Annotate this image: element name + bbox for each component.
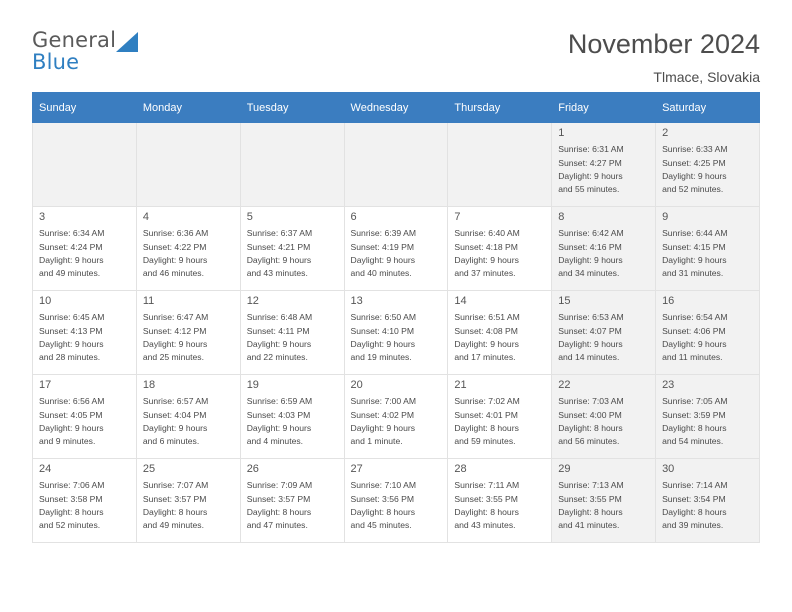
day-detail-line: Sunrise: 6:37 AM xyxy=(246,228,313,239)
day-detail-line: Sunset: 4:02 PM xyxy=(350,409,415,420)
day-number: 14 xyxy=(454,295,467,307)
calendar-day-cell[interactable] xyxy=(448,459,552,543)
day-detail-line: Daylight: 9 hours xyxy=(662,170,727,181)
logo-text-blue: Blue xyxy=(32,50,80,74)
day-detail-line: and 31 minutes. xyxy=(662,268,724,279)
day-detail-line: Sunrise: 7:09 AM xyxy=(246,480,313,491)
day-details xyxy=(662,227,753,280)
day-number: 21 xyxy=(454,379,467,391)
day-detail-line: Daylight: 9 hours xyxy=(246,338,312,349)
day-details xyxy=(454,227,545,280)
day-detail-line: Daylight: 8 hours xyxy=(662,422,727,433)
day-number: 7 xyxy=(454,211,461,223)
day-number: 24 xyxy=(39,463,52,475)
day-detail-line: and 17 minutes. xyxy=(454,352,516,363)
day-number: 8 xyxy=(558,211,565,223)
calendar-day-cell[interactable] xyxy=(240,291,344,375)
day-detail-line: Sunset: 3:56 PM xyxy=(350,493,415,504)
day-detail-line: Sunrise: 7:03 AM xyxy=(558,396,624,407)
day-detail-line: and 45 minutes. xyxy=(350,520,412,531)
day-detail-line: Sunset: 4:22 PM xyxy=(142,241,207,252)
calendar-cell-empty xyxy=(240,123,344,207)
day-detail-line: Sunset: 4:00 PM xyxy=(558,409,622,420)
day-number: 23 xyxy=(662,379,675,391)
day-detail-line: Sunrise: 7:13 AM xyxy=(558,480,624,491)
page-title: November 2024 xyxy=(567,29,760,59)
day-detail-line: Daylight: 9 hours xyxy=(142,338,208,349)
day-detail-line: Daylight: 9 hours xyxy=(39,338,104,349)
day-detail-line: and 41 minutes. xyxy=(558,520,620,531)
day-detail-line: Daylight: 8 hours xyxy=(454,506,519,517)
calendar-cell-empty xyxy=(344,123,448,207)
calendar-day-cell[interactable] xyxy=(240,375,344,459)
day-number: 26 xyxy=(246,463,259,475)
day-detail-line: Sunset: 3:55 PM xyxy=(454,493,518,504)
day-detail-line: Sunrise: 6:51 AM xyxy=(454,312,520,323)
day-number: 3 xyxy=(39,211,46,223)
day-detail-line: and 28 minutes. xyxy=(39,352,101,363)
day-number: 5 xyxy=(246,211,253,223)
day-detail-line: and 25 minutes. xyxy=(142,352,204,363)
day-number: 9 xyxy=(662,211,669,223)
day-details xyxy=(454,395,545,448)
day-detail-line: Sunset: 4:11 PM xyxy=(246,325,310,336)
day-details xyxy=(351,395,442,448)
day-detail-line: Sunset: 4:21 PM xyxy=(246,241,311,252)
day-detail-line: and 1 minute. xyxy=(350,436,403,447)
day-detail-line: and 22 minutes. xyxy=(246,352,308,363)
calendar-day-cell[interactable] xyxy=(33,291,137,375)
day-details xyxy=(351,311,442,364)
calendar-day-cell[interactable] xyxy=(33,375,137,459)
day-detail-line: and 19 minutes. xyxy=(350,352,412,363)
day-detail-line: Sunset: 4:01 PM xyxy=(454,409,518,420)
day-detail-line: and 52 minutes. xyxy=(662,184,724,195)
column-header-thursday: Thursday xyxy=(448,93,552,123)
day-number: 22 xyxy=(558,379,571,391)
day-detail-line: Sunset: 4:12 PM xyxy=(142,325,207,336)
day-detail-line: and 54 minutes. xyxy=(662,436,724,447)
day-detail-line: Sunset: 4:04 PM xyxy=(142,409,207,420)
calendar-day-cell[interactable] xyxy=(552,123,656,207)
day-detail-line: and 52 minutes. xyxy=(39,520,101,531)
column-header-tuesday: Tuesday xyxy=(240,93,344,123)
day-detail-line: Sunset: 4:06 PM xyxy=(662,325,726,336)
flag-icon xyxy=(116,32,138,52)
day-detail-line: Daylight: 9 hours xyxy=(246,254,312,265)
day-detail-line: Sunset: 4:27 PM xyxy=(558,157,622,168)
calendar-day-cell[interactable] xyxy=(33,459,137,543)
day-details xyxy=(143,395,234,448)
day-number: 2 xyxy=(662,127,669,139)
calendar-week-row xyxy=(33,459,760,543)
logo[interactable] xyxy=(32,30,152,73)
calendar-week-row xyxy=(33,375,760,459)
calendar-day-cell[interactable] xyxy=(136,459,240,543)
calendar-day-cell[interactable] xyxy=(344,291,448,375)
day-detail-line: Sunrise: 6:44 AM xyxy=(662,228,728,239)
day-detail-line: and 14 minutes. xyxy=(558,352,620,363)
day-detail-line: Sunset: 3:58 PM xyxy=(39,493,103,504)
day-detail-line: Sunset: 4:24 PM xyxy=(39,241,103,252)
day-detail-line: Sunrise: 7:14 AM xyxy=(662,480,728,491)
calendar-day-cell[interactable] xyxy=(136,291,240,375)
calendar-day-cell[interactable] xyxy=(344,459,448,543)
day-detail-line: Sunrise: 7:06 AM xyxy=(39,480,105,491)
day-detail-line: Daylight: 8 hours xyxy=(350,506,416,517)
column-header-wednesday: Wednesday xyxy=(344,93,448,123)
day-detail-line: and 9 minutes. xyxy=(39,436,96,447)
day-details xyxy=(247,479,338,532)
day-detail-line: Sunrise: 7:05 AM xyxy=(662,396,728,407)
day-detail-line: Daylight: 8 hours xyxy=(142,506,208,517)
day-detail-line: Sunrise: 6:33 AM xyxy=(662,144,728,155)
day-detail-line: Sunrise: 7:00 AM xyxy=(350,396,416,407)
day-detail-line: and 59 minutes. xyxy=(454,436,516,447)
calendar-header-row xyxy=(33,93,760,123)
day-number: 10 xyxy=(39,295,52,307)
calendar-table xyxy=(32,92,760,543)
day-number: 17 xyxy=(39,379,52,391)
day-number: 16 xyxy=(662,295,675,307)
day-details xyxy=(558,143,649,196)
day-detail-line: and 56 minutes. xyxy=(558,436,620,447)
day-number: 25 xyxy=(142,463,156,475)
day-detail-line: Sunset: 4:05 PM xyxy=(39,409,103,420)
calendar-week-row xyxy=(33,123,760,207)
day-detail-line: Sunset: 4:10 PM xyxy=(350,325,415,336)
day-detail-line: Sunrise: 6:56 AM xyxy=(39,396,105,407)
day-detail-line: and 49 minutes. xyxy=(142,520,204,531)
day-detail-line: Sunset: 3:57 PM xyxy=(246,493,311,504)
day-detail-line: Daylight: 9 hours xyxy=(662,338,727,349)
day-details xyxy=(558,227,649,280)
day-detail-line: Sunset: 3:55 PM xyxy=(558,493,622,504)
day-detail-line: Sunrise: 6:36 AM xyxy=(142,228,209,239)
day-details xyxy=(558,395,649,448)
day-detail-line: Daylight: 9 hours xyxy=(558,254,623,265)
day-number: 20 xyxy=(350,379,363,391)
calendar-week-row xyxy=(33,207,760,291)
day-detail-line: Sunset: 4:18 PM xyxy=(454,241,518,252)
day-detail-line: Sunrise: 6:48 AM xyxy=(246,312,313,323)
day-detail-line: Sunrise: 6:53 AM xyxy=(558,312,624,323)
day-detail-line: Sunset: 4:13 PM xyxy=(39,325,103,336)
day-detail-line: Sunrise: 6:57 AM xyxy=(142,396,209,407)
day-number: 11 xyxy=(142,295,155,307)
day-details xyxy=(39,395,130,448)
day-detail-line: and 55 minutes. xyxy=(558,184,620,195)
day-details xyxy=(247,395,338,448)
day-detail-line: and 49 minutes. xyxy=(39,268,101,279)
day-details xyxy=(662,143,753,196)
day-detail-line: Sunrise: 7:02 AM xyxy=(454,396,520,407)
day-detail-line: Daylight: 9 hours xyxy=(350,338,416,349)
calendar-day-cell[interactable] xyxy=(448,291,552,375)
day-details xyxy=(247,311,338,364)
day-detail-line: and 39 minutes. xyxy=(662,520,724,531)
day-detail-line: Sunset: 4:15 PM xyxy=(662,241,726,252)
day-number: 28 xyxy=(454,463,467,475)
page-header xyxy=(32,0,760,85)
calendar-week-row xyxy=(33,291,760,375)
day-detail-line: Sunset: 3:54 PM xyxy=(662,493,726,504)
calendar-day-cell[interactable] xyxy=(344,207,448,291)
day-detail-line: Sunrise: 6:54 AM xyxy=(662,312,728,323)
day-detail-line: Daylight: 9 hours xyxy=(39,422,104,433)
day-number: 12 xyxy=(246,295,259,307)
day-detail-line: and 11 minutes. xyxy=(662,352,723,363)
day-detail-line: Daylight: 9 hours xyxy=(454,254,519,265)
day-detail-line: and 43 minutes. xyxy=(454,520,516,531)
day-detail-line: Sunset: 4:03 PM xyxy=(246,409,311,420)
day-detail-line: Sunset: 4:08 PM xyxy=(454,325,518,336)
calendar-day-cell[interactable] xyxy=(656,291,760,375)
day-details xyxy=(454,311,545,364)
day-details xyxy=(558,311,649,364)
day-detail-line: Daylight: 9 hours xyxy=(350,422,416,433)
day-detail-line: Sunrise: 6:40 AM xyxy=(454,228,520,239)
day-detail-line: Sunset: 4:16 PM xyxy=(558,241,622,252)
day-details xyxy=(662,479,753,532)
day-detail-line: Daylight: 9 hours xyxy=(662,254,727,265)
logo-text-general: General xyxy=(32,28,117,52)
day-detail-line: Daylight: 9 hours xyxy=(39,254,104,265)
day-details xyxy=(143,311,234,364)
day-detail-line: Sunrise: 7:11 AM xyxy=(454,480,520,491)
calendar-day-cell[interactable] xyxy=(240,207,344,291)
day-detail-line: Daylight: 9 hours xyxy=(454,338,519,349)
day-detail-line: Daylight: 9 hours xyxy=(142,254,208,265)
calendar-day-cell[interactable] xyxy=(552,375,656,459)
day-detail-line: Sunrise: 6:45 AM xyxy=(39,312,105,323)
day-detail-line: and 43 minutes. xyxy=(246,268,308,279)
day-number: 15 xyxy=(558,295,571,307)
day-detail-line: Sunset: 4:19 PM xyxy=(350,241,415,252)
day-detail-line: Daylight: 8 hours xyxy=(662,506,727,517)
day-detail-line: Sunrise: 6:42 AM xyxy=(558,228,624,239)
day-details xyxy=(662,311,753,364)
calendar-day-cell[interactable] xyxy=(448,207,552,291)
day-detail-line: Sunset: 4:07 PM xyxy=(558,325,622,336)
calendar-cell-empty xyxy=(33,123,137,207)
calendar-cell-empty xyxy=(136,123,240,207)
day-detail-line: and 4 minutes. xyxy=(246,436,304,447)
calendar-day-cell[interactable] xyxy=(552,207,656,291)
day-details xyxy=(662,395,753,448)
calendar-day-cell[interactable] xyxy=(656,123,760,207)
day-details xyxy=(247,227,338,280)
day-number: 29 xyxy=(558,463,571,475)
day-detail-line: Daylight: 9 hours xyxy=(558,338,623,349)
day-detail-line: Daylight: 8 hours xyxy=(558,422,623,433)
day-detail-line: Sunrise: 7:07 AM xyxy=(142,480,209,491)
day-number: 18 xyxy=(142,379,156,391)
calendar-day-cell[interactable] xyxy=(136,207,240,291)
calendar-cell-empty xyxy=(448,123,552,207)
day-number: 1 xyxy=(558,127,565,139)
day-number: 19 xyxy=(246,379,259,391)
day-number: 6 xyxy=(350,211,357,223)
day-number: 13 xyxy=(350,295,363,307)
day-detail-line: Sunset: 3:57 PM xyxy=(142,493,207,504)
day-detail-line: Daylight: 8 hours xyxy=(454,422,519,433)
page-subtitle: Tlmace, Slovakia xyxy=(653,68,760,85)
day-details xyxy=(351,479,442,532)
day-detail-line: Sunrise: 6:31 AM xyxy=(558,144,624,155)
day-details xyxy=(143,227,234,280)
day-detail-line: Sunset: 3:59 PM xyxy=(662,409,726,420)
day-detail-line: and 34 minutes. xyxy=(558,268,620,279)
day-detail-line: Sunrise: 6:39 AM xyxy=(350,228,416,239)
column-header-sunday: Sunday xyxy=(33,93,137,123)
calendar-day-cell[interactable] xyxy=(240,459,344,543)
day-detail-line: Daylight: 9 hours xyxy=(246,422,312,433)
day-details xyxy=(558,479,649,532)
day-detail-line: and 47 minutes. xyxy=(246,520,308,531)
day-detail-line: Daylight: 8 hours xyxy=(246,506,312,517)
calendar-day-cell[interactable] xyxy=(344,375,448,459)
day-details xyxy=(39,479,130,532)
calendar-body xyxy=(33,123,760,543)
day-number: 27 xyxy=(350,463,363,475)
day-details xyxy=(39,311,130,364)
day-detail-line: and 46 minutes. xyxy=(142,268,204,279)
title-block xyxy=(568,30,760,85)
day-detail-line: Daylight: 9 hours xyxy=(350,254,416,265)
day-detail-line: Daylight: 8 hours xyxy=(39,506,104,517)
day-detail-line: Sunrise: 6:47 AM xyxy=(142,312,209,323)
calendar-day-cell[interactable] xyxy=(448,375,552,459)
day-detail-line: Sunrise: 6:34 AM xyxy=(39,228,105,239)
day-detail-line: Daylight: 8 hours xyxy=(558,506,623,517)
day-detail-line: Daylight: 9 hours xyxy=(142,422,208,433)
day-detail-line: Sunset: 4:25 PM xyxy=(662,157,726,168)
day-detail-line: Sunrise: 7:10 AM xyxy=(350,480,416,491)
day-detail-line: and 40 minutes. xyxy=(350,268,412,279)
day-detail-line: Sunrise: 6:50 AM xyxy=(350,312,416,323)
day-detail-line: Daylight: 9 hours xyxy=(558,170,623,181)
calendar-day-cell[interactable] xyxy=(33,207,137,291)
day-number: 30 xyxy=(662,463,675,475)
calendar-day-cell[interactable] xyxy=(136,375,240,459)
day-details xyxy=(454,479,545,532)
calendar-day-cell[interactable] xyxy=(552,459,656,543)
day-details xyxy=(143,479,234,532)
day-number: 4 xyxy=(142,211,149,223)
column-header-monday: Monday xyxy=(136,93,240,123)
day-details xyxy=(39,227,130,280)
day-detail-line: and 6 minutes. xyxy=(142,436,200,447)
column-header-friday: Friday xyxy=(552,93,656,123)
calendar-day-cell[interactable] xyxy=(656,207,760,291)
day-details xyxy=(351,227,442,280)
calendar-day-cell[interactable] xyxy=(656,375,760,459)
day-detail-line: Sunrise: 6:59 AM xyxy=(246,396,313,407)
day-detail-line: and 37 minutes. xyxy=(454,268,516,279)
calendar-day-cell[interactable] xyxy=(552,291,656,375)
column-header-saturday: Saturday xyxy=(656,93,760,123)
calendar-day-cell[interactable] xyxy=(656,459,760,543)
